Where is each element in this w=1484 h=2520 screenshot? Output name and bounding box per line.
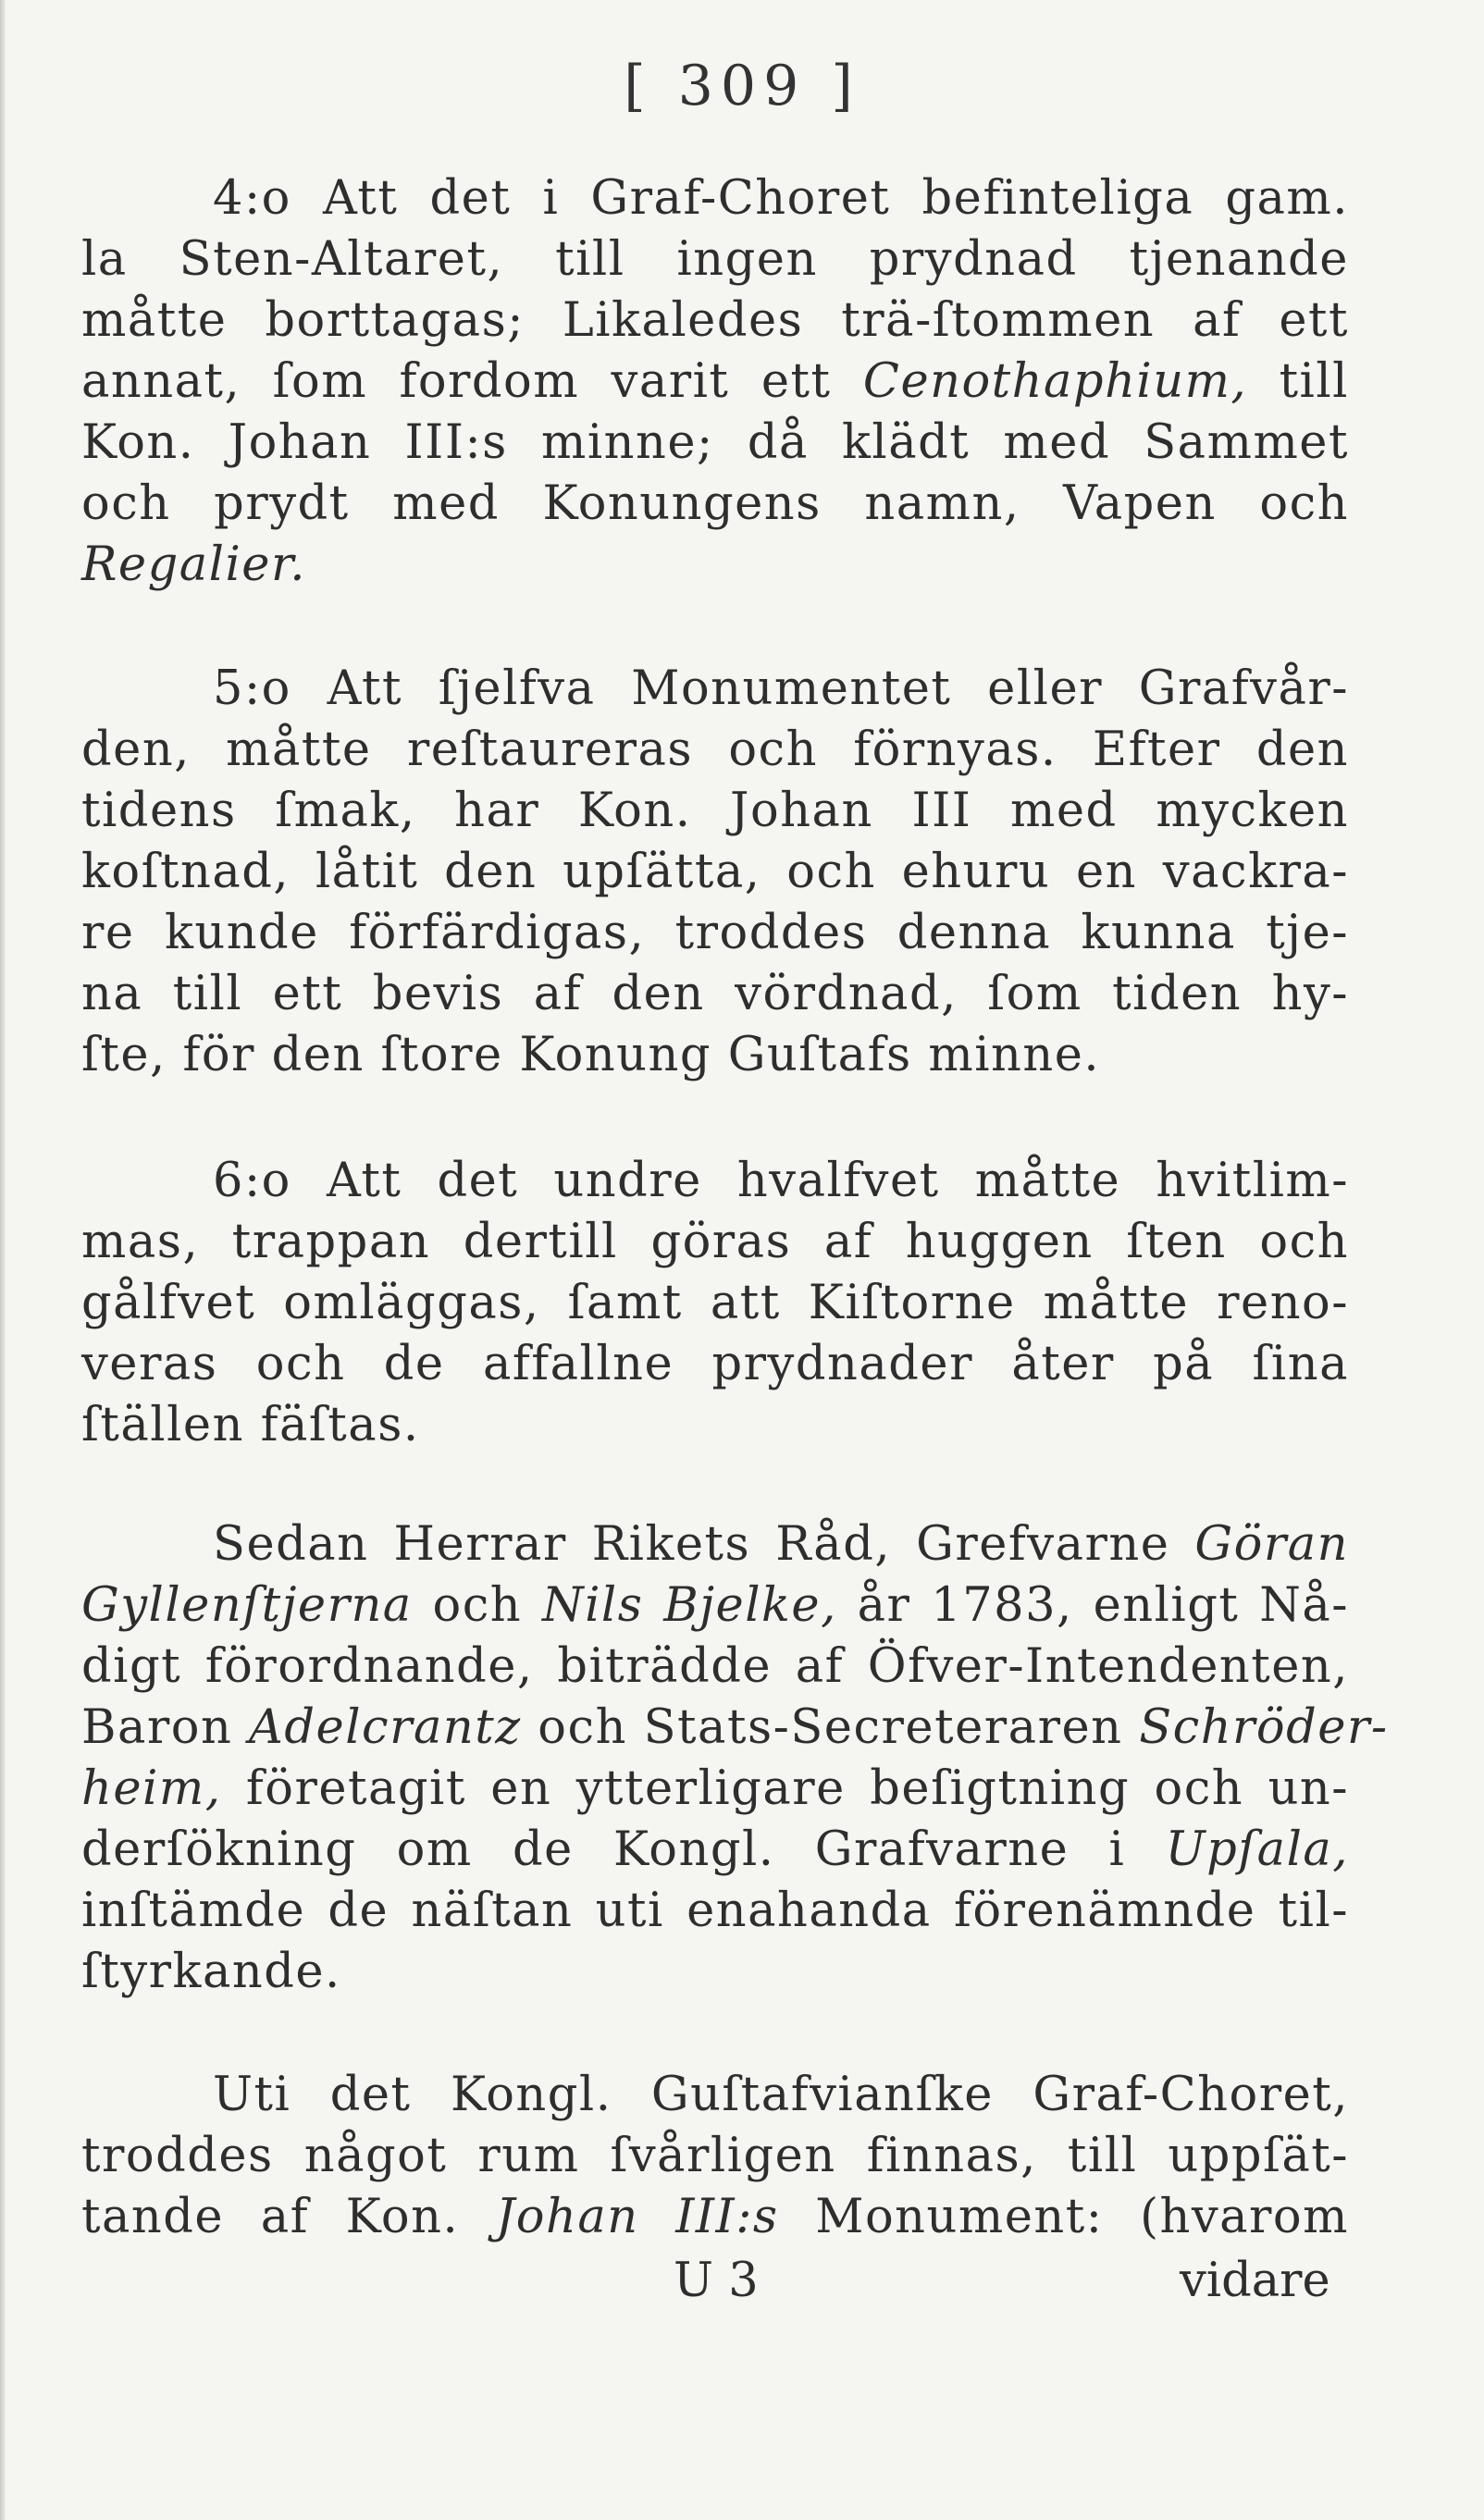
italic-name: Johan III:s — [495, 2190, 779, 2244]
text-line: Kon. Johan III:s minne; då klädt med Sammet — [81, 415, 1349, 470]
text-line: troddes något rum ſvårligen finnas, till uppſät- — [81, 2129, 1349, 2183]
paragraph-uti — [81, 2065, 1349, 2248]
text-line: la Sten-Altaret, till ingen prydnad tjenande — [81, 232, 1349, 287]
italic-name: Göran — [1194, 1517, 1349, 1572]
text-fragment: och Stats-Secreteraren — [538, 1700, 1123, 1755]
text-line: den, måtte reſtaureras och förnyas. Efter den — [81, 723, 1349, 777]
text-fragment: år 1783, enligt Nå- — [857, 1578, 1349, 1633]
text-line — [81, 1820, 1349, 1881]
italic-name: Nils Bjelke, — [541, 1578, 837, 1633]
text-line: ſtyrkande. — [81, 1945, 341, 1999]
italic-name: heim, — [81, 1761, 222, 1816]
text-fragment: tande af Kon. — [81, 2190, 460, 2244]
text-line: mas, trappan dertill göras af huggen ſten och — [81, 1215, 1349, 1269]
text-line: inſtämde de näſtan uti enahanda förenämnde til- — [81, 1884, 1349, 1938]
text-line: gålfvet omläggas, ſamt att Kiſtorne måtte reno- — [81, 1276, 1349, 1330]
text-line: Uti det Kongl. Guſtafvianſke Graf-Choret, — [213, 2068, 1349, 2122]
text-fragment: företagit en ytterligare beſigtning och un- — [245, 1761, 1349, 1816]
text-fragment: annat, ſom fordom varit ett — [81, 354, 832, 409]
paragraph-6o — [81, 1151, 1349, 1456]
italic-name: Adelcrantz — [249, 1700, 522, 1755]
paragraph-sedan — [81, 1514, 1389, 2003]
text-fragment: Baron — [81, 1700, 233, 1755]
text-fragment: Sedan Herrar Rikets Råd, Grefvarne — [213, 1517, 1170, 1572]
italic-place: Upſala, — [1165, 1822, 1349, 1877]
paragraph-4o — [81, 168, 1349, 596]
text-line: ſte, för den ſtore Konung Guſtafs minne. — [81, 1028, 1101, 1082]
italic-term: Cenothaphium, — [862, 354, 1248, 409]
paragraph-5o — [81, 659, 1349, 1086]
text-line: re kunde förfärdigas, troddes denna kunna tje- — [81, 906, 1349, 960]
text-line: veras och de affallne prydnader åter på ſina — [81, 1337, 1349, 1391]
text-line: 6:o Att det undre hvalfvet måtte hvitlim- — [213, 1154, 1349, 1208]
text-fragment: Monument: (hvarom — [815, 2190, 1349, 2244]
text-fragment: och — [432, 1578, 523, 1633]
page-number: [ 309 ] — [624, 54, 860, 118]
signature-mark: U 3 — [674, 2254, 759, 2308]
text-line: koſtnad, låtit den upſätta, och ehuru en vackra- — [81, 845, 1349, 899]
text-line: måtte borttagas; Likaledes trä-ſtommen af ett — [81, 293, 1349, 348]
text-line: 5:o Att ſjelfva Monumentet eller Grafvår- — [213, 661, 1349, 716]
text-line — [81, 352, 1349, 413]
text-line: digt förordnande, biträdde af Öfver-Intendenten, — [81, 1639, 1349, 1694]
text-fragment: till — [1279, 354, 1349, 409]
page-edge-shadow — [0, 0, 6, 2520]
page-footer — [0, 2254, 1484, 2318]
text-line — [81, 2187, 1349, 2248]
catchword: vidare — [1180, 2254, 1330, 2308]
italic-name: Gyllenſtjerna — [81, 1578, 413, 1633]
text-line: Regalier. — [81, 537, 306, 592]
text-line: 4:o Att det i Graf-Choret befinteliga gam. — [213, 171, 1349, 226]
italic-name: Schröder- — [1139, 1700, 1389, 1755]
text-line — [81, 1759, 1349, 1820]
text-fragment: derſökning om de Kongl. Grafvarne i — [81, 1822, 1126, 1877]
text-line — [81, 1514, 1349, 1575]
text-line — [81, 1575, 1349, 1637]
text-line: och prydt med Konungens namn, Vapen och — [81, 476, 1349, 531]
text-line — [81, 1698, 1389, 1759]
text-line: na till ett bevis af den vördnad, ſom tiden hy- — [81, 967, 1349, 1021]
text-line: tidens ſmak, har Kon. Johan III med mycken — [81, 784, 1349, 838]
text-line: ſtällen fäſtas. — [81, 1398, 420, 1452]
